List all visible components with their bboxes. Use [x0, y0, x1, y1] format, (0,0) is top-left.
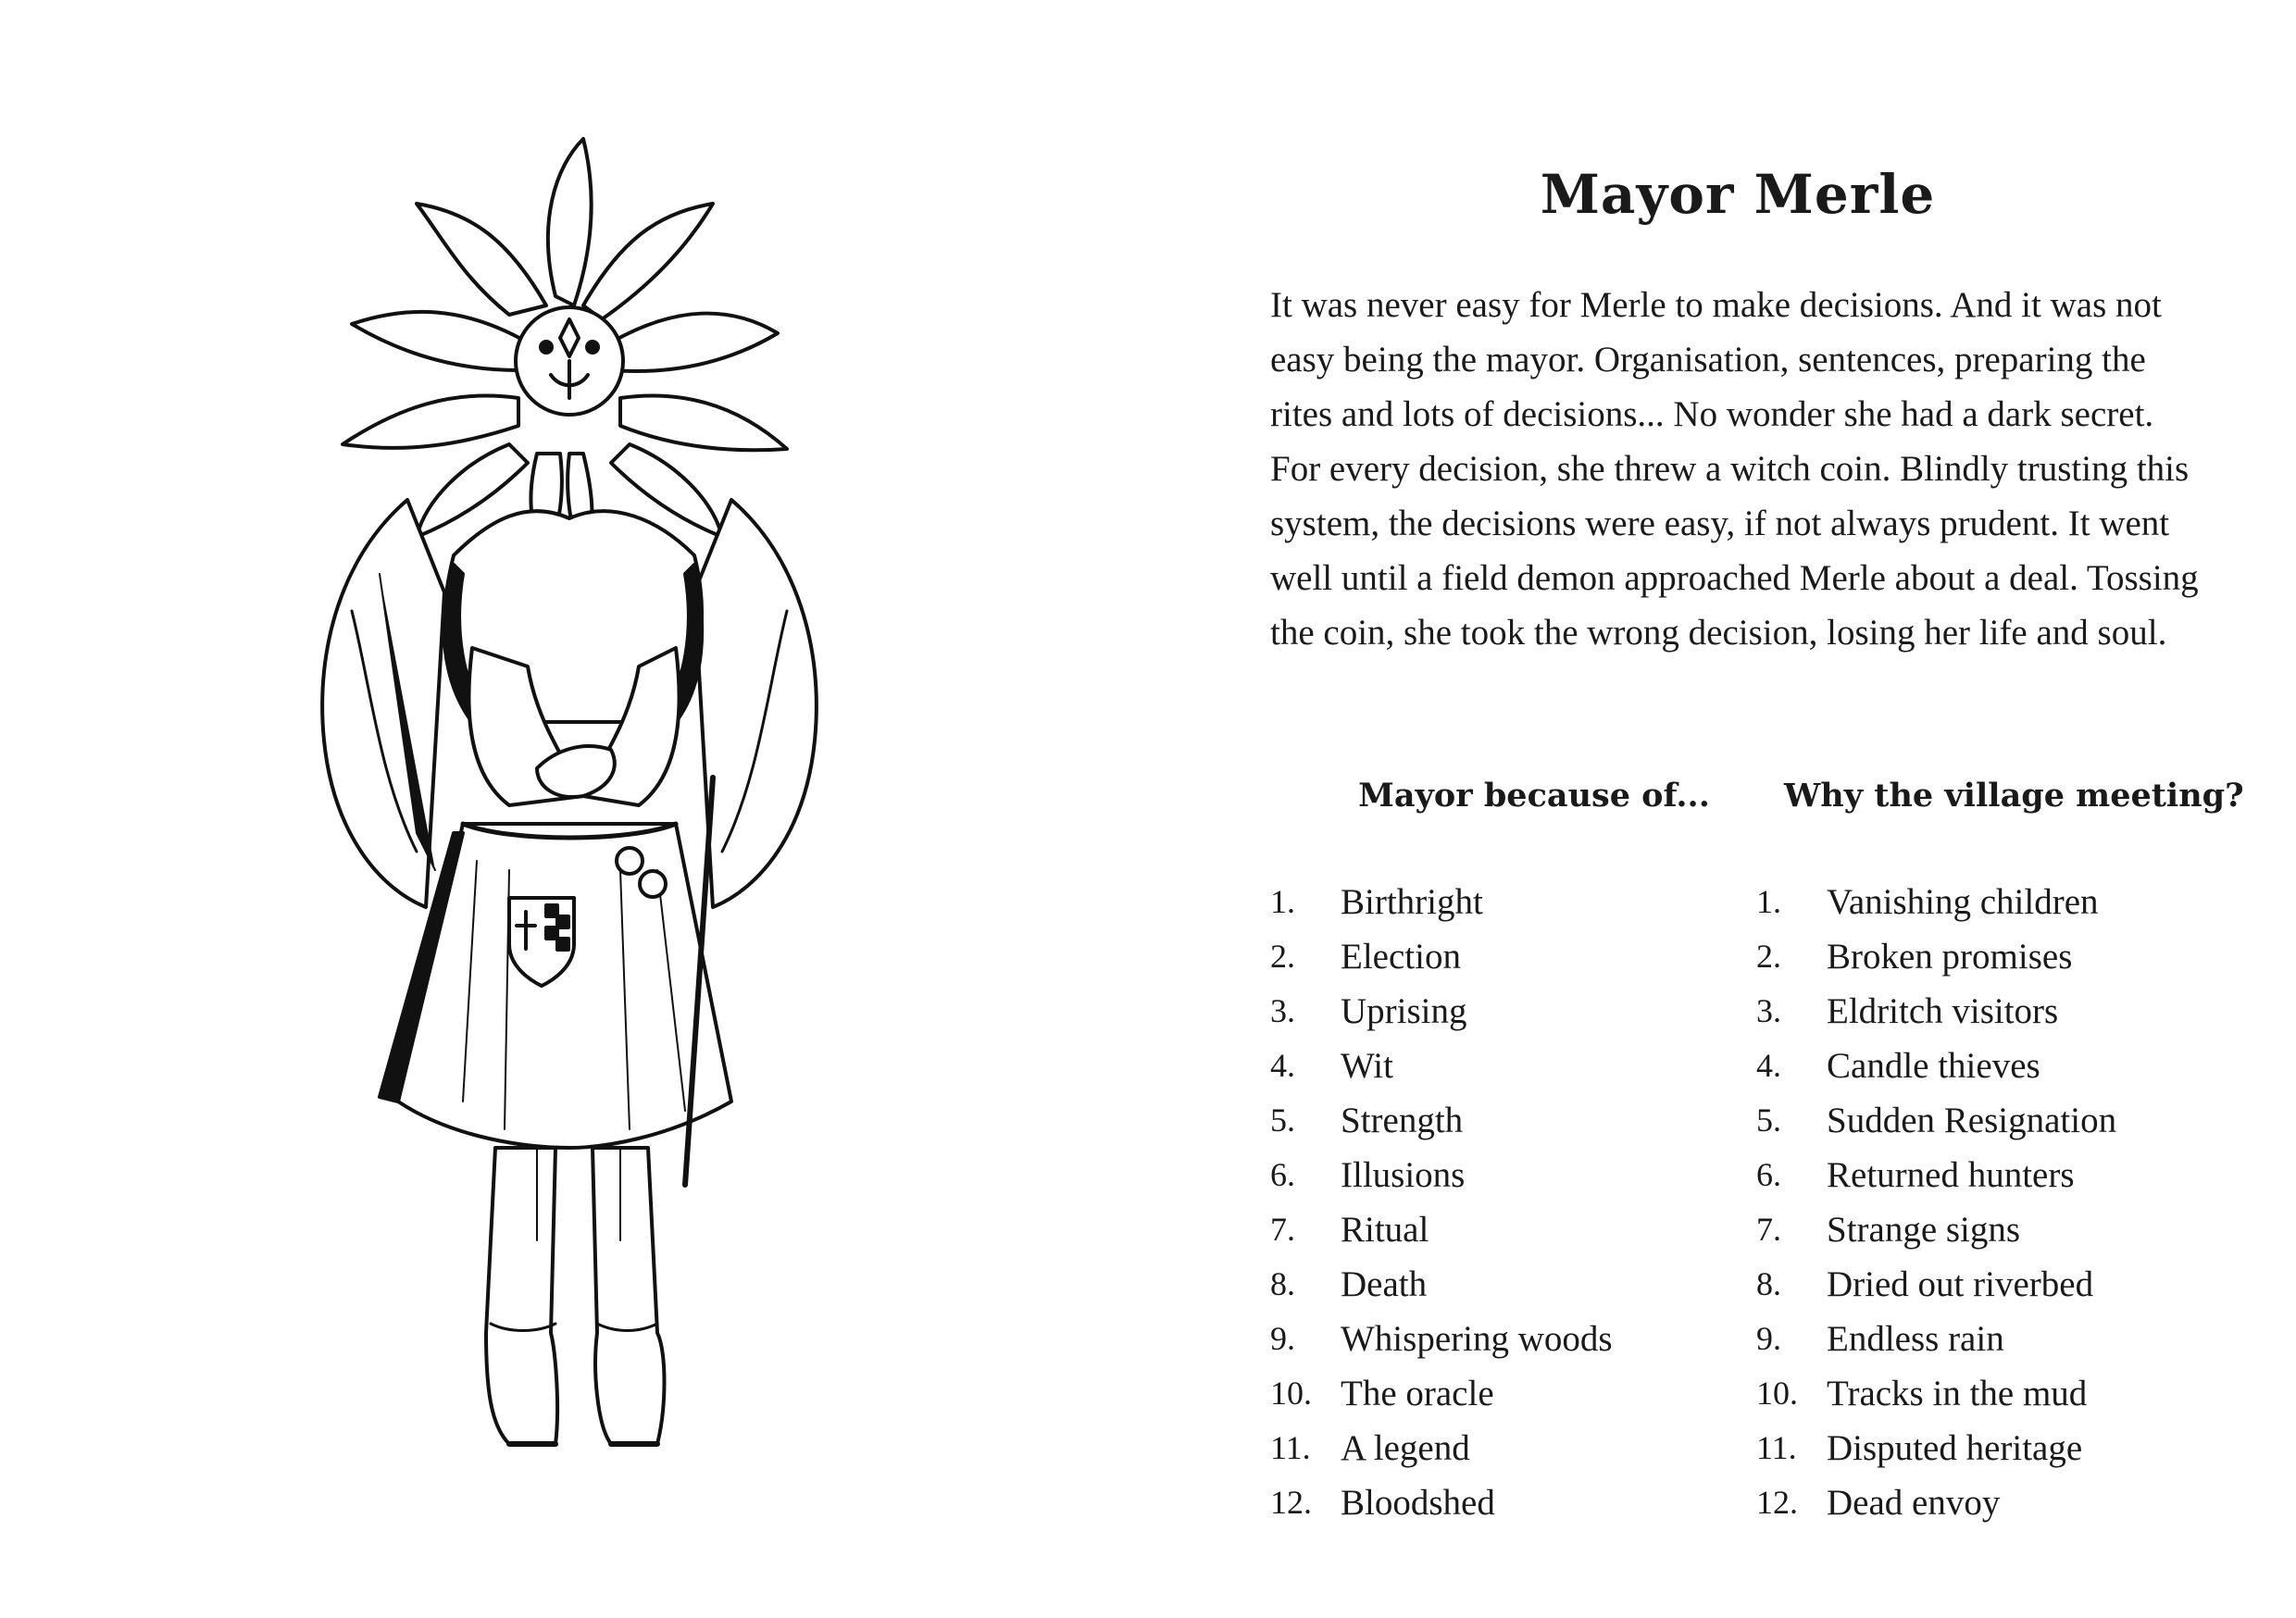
list-item: 12. Bloodshed: [1270, 1483, 1495, 1523]
list-item: 3. Uprising: [1270, 991, 1467, 1031]
table-list: [1756, 875, 2210, 1530]
list-item: 3. Eldritch visitors: [1756, 991, 2059, 1031]
list-item: 5. Sudden Resignation: [1756, 1101, 2117, 1140]
list-item: 8. Death: [1270, 1264, 1428, 1304]
table-list: [1270, 875, 1742, 1530]
list-item: 4. Wit: [1270, 1046, 1393, 1086]
mayor-merle-illustration: [231, 130, 880, 1500]
list-item: 4. Candle thieves: [1756, 1046, 2040, 1086]
story-paragraph: It was never easy for Merle to make decisions. And it was not easy being the mayor. Organisation, sentences, preparing the rites and lots of decisions... No wonder she had a dark secret. For every decision, she threw a witch coin. Blindly trusting this system, the decisions were easy, if not always prudent. It went well until a field demon approached Merle about a deal. Tossing the coin, she took the wrong decision, losing her life and soul.: [1270, 285, 2199, 653]
list-item: 7. Ritual: [1270, 1210, 1429, 1250]
table-heading: Why the village meeting?: [1784, 777, 2244, 815]
table-mayor-because: [1270, 773, 1742, 1530]
table-why-meeting: [1756, 773, 2244, 1530]
tunic: [380, 824, 731, 1148]
list-item: 10. The oracle: [1270, 1374, 1494, 1413]
list-item: 9. Whispering woods: [1270, 1319, 1613, 1359]
list-item: 2. Broken promises: [1756, 937, 2073, 977]
table-heading: Mayor because of...: [1358, 777, 1710, 815]
list-item: 6. Returned hunters: [1756, 1155, 2075, 1195]
list-item: 1. Birthright: [1270, 882, 1483, 922]
text-column: [1270, 157, 2244, 1523]
list-item: 1. Vanishing children: [1756, 882, 2099, 922]
list-item: 8. Dried out riverbed: [1756, 1264, 2094, 1304]
list-item: 12. Dead envoy: [1756, 1483, 2001, 1523]
legs: [486, 1148, 665, 1444]
list-item: 9. Endless rain: [1756, 1319, 2004, 1359]
list-item: 10. Tracks in the mud: [1756, 1374, 2088, 1413]
page-title: Mayor Merle: [1540, 163, 1936, 226]
list-item: 5. Strength: [1270, 1101, 1464, 1140]
list-item: 11. A legend: [1270, 1428, 1470, 1468]
list-item: 2. Election: [1270, 937, 1461, 977]
list-item: 11. Disputed heritage: [1756, 1428, 2083, 1468]
list-item: 6. Illusions: [1270, 1155, 1466, 1195]
mask-face: [516, 307, 623, 415]
list-item: 7. Strange signs: [1756, 1210, 2021, 1250]
